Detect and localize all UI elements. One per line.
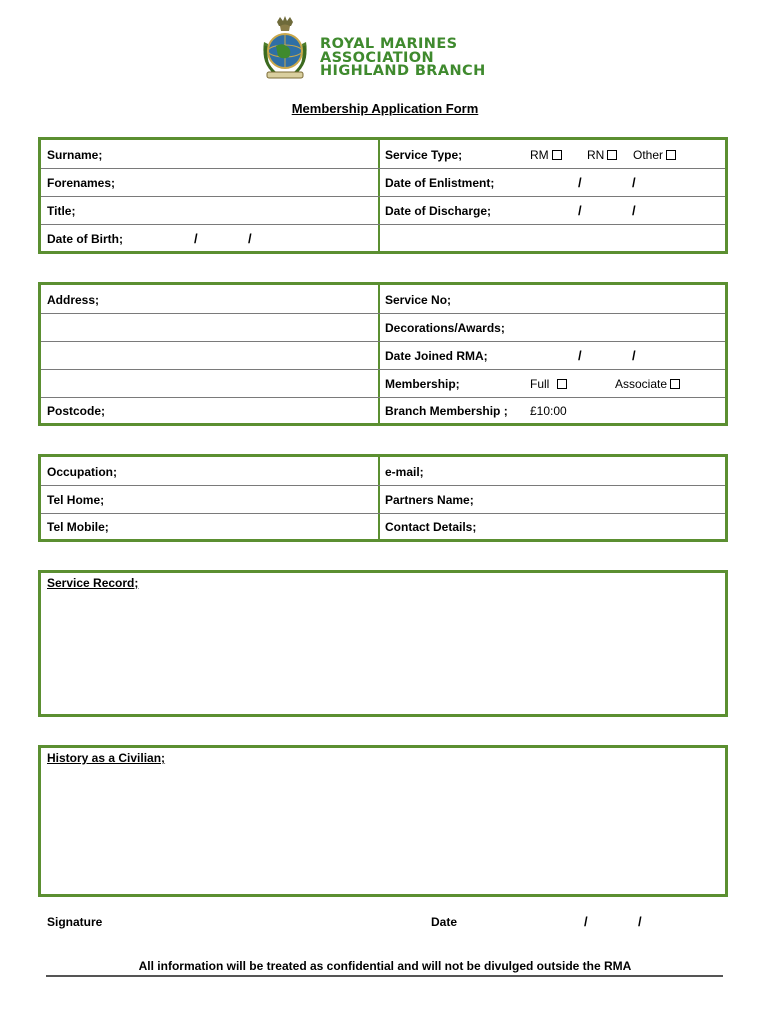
tel-home-label: Tel Home; <box>47 493 105 507</box>
table-row <box>41 370 725 398</box>
date-separator: / <box>248 231 252 246</box>
other-label: Other <box>633 148 664 162</box>
table-row <box>41 197 725 225</box>
table-row <box>41 398 725 423</box>
table-row <box>41 140 725 169</box>
table-row <box>41 225 725 251</box>
footer-divider <box>46 975 723 977</box>
rn-label: RN <box>587 148 605 162</box>
rm-checkbox[interactable] <box>552 150 562 160</box>
table-row <box>41 342 725 370</box>
date-separator: / <box>632 203 636 218</box>
associate-label: Associate <box>615 377 668 391</box>
date-of-enlistment-label: Date of Enlistment; <box>385 176 495 190</box>
associate-checkbox[interactable] <box>670 379 680 389</box>
partners-name-label: Partners Name; <box>385 493 474 507</box>
service-type-rn-option[interactable] <box>587 148 617 162</box>
date-separator: / <box>584 914 588 929</box>
title-label: Title; <box>47 204 76 218</box>
date-separator: / <box>194 231 198 246</box>
service-no-label: Service No; <box>385 293 452 307</box>
org-line-1: ROYAL MARINES <box>320 36 458 52</box>
date-separator: / <box>578 348 582 363</box>
confidentiality-notice: All information will be treated as confidential and will not be divulged outside the RMA <box>138 959 632 973</box>
service-record-box[interactable] <box>38 570 728 717</box>
org-line-3: HIGHLAND BRANCH <box>320 63 486 79</box>
form-title: Membership Application Form <box>291 101 479 116</box>
table-row <box>41 514 725 539</box>
organisation-name <box>320 38 486 79</box>
tel-mobile-label: Tel Mobile; <box>47 520 109 534</box>
branch-membership-fee: £10:00 <box>530 404 567 418</box>
date-separator: / <box>638 914 642 929</box>
membership-full-option[interactable] <box>530 377 567 391</box>
association-logo <box>258 16 518 86</box>
civilian-history-label: History as a Civilian; <box>47 751 166 765</box>
other-checkbox[interactable] <box>666 150 676 160</box>
org-line-2: ASSOCIATION <box>320 49 435 66</box>
membership-associate-option[interactable] <box>615 377 680 391</box>
branch-membership-label: Branch Membership ; <box>385 404 508 418</box>
email-label: e-mail; <box>385 465 424 479</box>
table-row <box>41 314 725 342</box>
occupation-label: Occupation; <box>47 465 118 479</box>
forenames-label: Forenames; <box>47 176 116 190</box>
table-row <box>41 169 725 197</box>
rm-label: RM <box>530 148 549 162</box>
full-checkbox[interactable] <box>557 379 567 389</box>
service-type-label: Service Type; <box>385 148 463 162</box>
service-type-rm-option[interactable] <box>530 148 562 162</box>
surname-label: Surname; <box>47 148 103 162</box>
table-row <box>41 285 725 314</box>
rn-checkbox[interactable] <box>607 150 617 160</box>
personal-details-table <box>38 137 728 254</box>
service-type-other-option[interactable] <box>633 148 676 162</box>
table-row <box>41 457 725 486</box>
date-joined-rma-label: Date Joined RMA; <box>385 349 488 363</box>
date-label: Date <box>431 915 458 929</box>
royal-marines-crest-icon <box>258 16 312 82</box>
contact-table <box>38 454 728 542</box>
decorations-awards-label: Decorations/Awards; <box>385 321 505 335</box>
address-service-table <box>38 282 728 426</box>
postcode-label: Postcode; <box>47 404 106 418</box>
service-record-label: Service Record; <box>47 576 139 590</box>
signature-label: Signature <box>47 915 103 929</box>
membership-label: Membership; <box>385 377 460 391</box>
address-label: Address; <box>47 293 100 307</box>
date-separator: / <box>632 348 636 363</box>
full-label: Full <box>530 377 550 391</box>
date-separator: / <box>578 203 582 218</box>
civilian-history-box[interactable] <box>38 745 728 897</box>
table-row <box>41 486 725 514</box>
contact-details-label: Contact Details; <box>385 520 477 534</box>
date-of-discharge-label: Date of Discharge; <box>385 204 492 218</box>
date-of-birth-label: Date of Birth; <box>47 232 123 246</box>
date-separator: / <box>578 175 582 190</box>
date-separator: / <box>632 175 636 190</box>
